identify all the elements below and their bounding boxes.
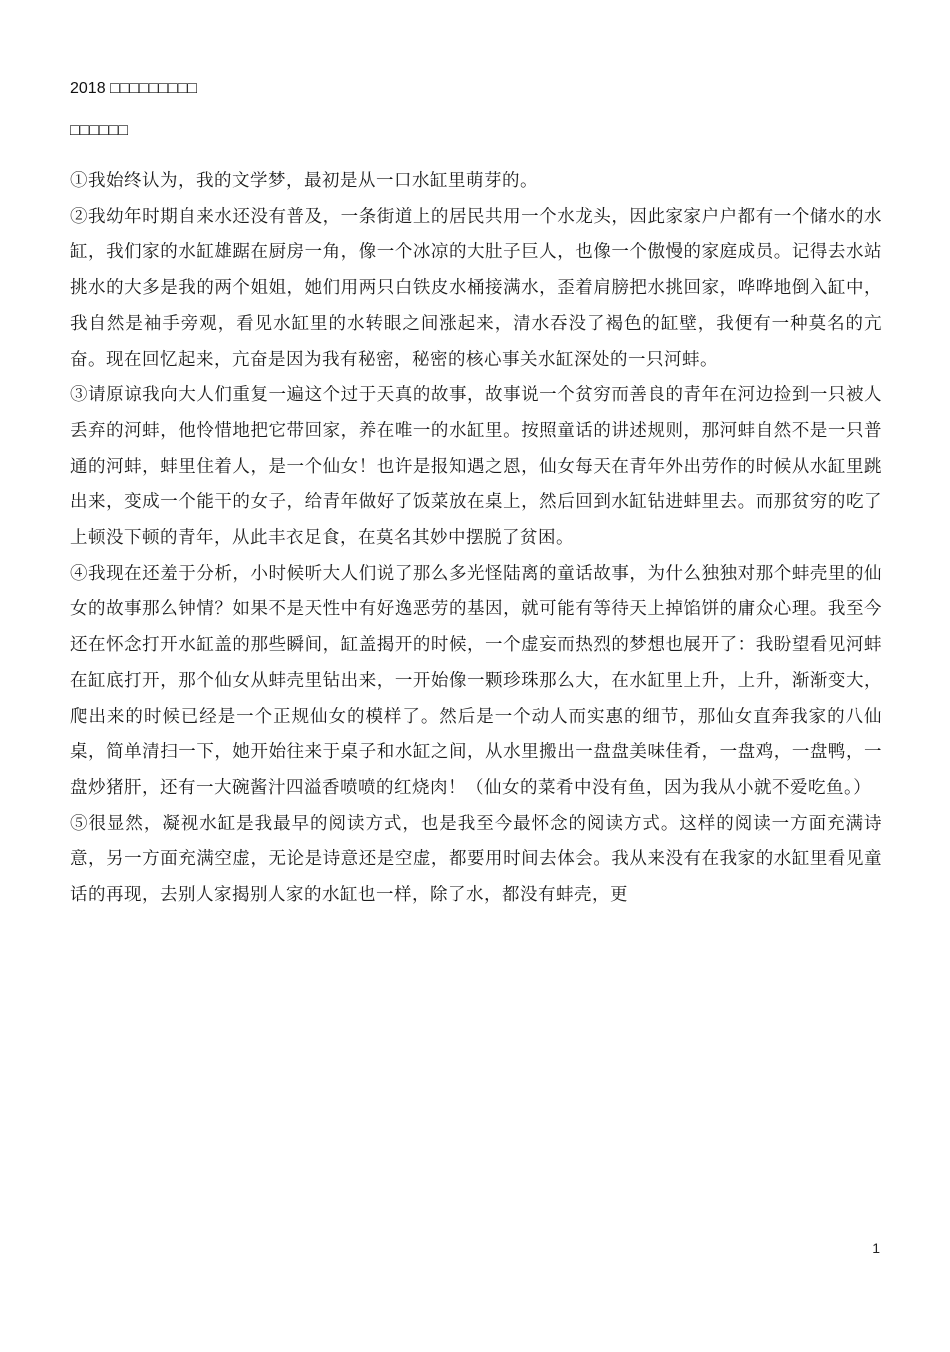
- paragraph-3: ③请原谅我向大人们重复一遍这个过于天真的故事，故事说一个贫穷而善良的青年在河边捡到一只被人丢弃的河蚌，他怜惜地把它带回家，养在唯一的水缸里。按照童话的讲述规则，那河蚌自然不是一只普通的河蚌，蚌里住着人，是一个仙女！也许是报知遇之恩，仙女每天在青年外出劳作的时候从水缸里跳出来，变成一个能干的女子，给青年做好了饭菜放在桌上，然后回到水缸钻进蚌里去。而那贫穷的吃了上顿没下顿的青年，从此丰衣足食，在莫名其妙中摆脱了贫困。: [70, 385, 882, 549]
- paragraph-2: ②我幼年时期自来水还没有普及，一条街道上的居民共用一个水龙头，因此家家户户都有一个储水的水缸，我们家的水缸雄踞在厨房一角，像一个冰凉的大肚子巨人，也像一个傲慢的家庭成员。记得去水站挑水的大多是我的两个姐姐，她们用两只白铁皮水桶接满水，歪着肩膀把水挑回家，哗哗地倒入缸中，我自然是袖手旁观，看见水缸里的水转眼之间涨起来，清水吞没了褐色的缸壁，我便有一种莫名的亢奋。现在回忆起来，亢奋是因为我有秘密，秘密的核心事关水缸深处的一只河蚌。: [70, 206, 882, 370]
- paragraph-1: ①我始终认为，我的文学梦，最初是从一口水缸里萌芽的。: [70, 171, 538, 191]
- paragraph-4: ④我现在还羞于分析，小时候听大人们说了那么多光怪陆离的童话故事，为什么独独对那个蚌壳里的仙女的故事那么钟情？如果不是天性中有好逸恶劳的基因，就可能有等待天上掉馅饼的庸众心理。我至今还在怀念打开水缸盖的那些瞬间，缸盖揭开的时候，一个虚妄而热烈的梦想也展开了：我盼望看见河蚌在缸底打开，那个仙女从蚌壳里钻出来，一开始像一颗珍珠那么大，在水缸里上升，上升，渐渐变大，爬出来的时候已经是一个正规仙女的模样了。然后是一个动人而实惠的细节，那仙女直奔我家的八仙桌，简单清扫一下，她开始往来于桌子和水缸之间，从水里搬出一盘盘美味佳肴，一盘鸡，一盘鸭，一盘炒猪肝，还有一大碗酱汁四溢香喷喷的红烧肉！（仙女的菜肴中没有鱼，因为我从小就不爱吃鱼。）: [70, 563, 882, 798]
- paragraph-5: ⑤很显然，凝视水缸是我最早的阅读方式，也是我至今最怀念的阅读方式。这样的阅读一方面充满诗意，另一方面充满空虚，无论是诗意还是空虚，都要用时间去体会。我从来没有在我家的水缸里看见童话的再现，去别人家揭别人家的水缸也一样，除了水，都没有蚌壳，更: [70, 813, 882, 906]
- page-number: 1: [872, 1240, 880, 1256]
- article-body: [70, 164, 882, 914]
- section-title: □□□□□□: [70, 122, 128, 139]
- document-header-title: 2018 □□□□□□□□□: [70, 80, 198, 97]
